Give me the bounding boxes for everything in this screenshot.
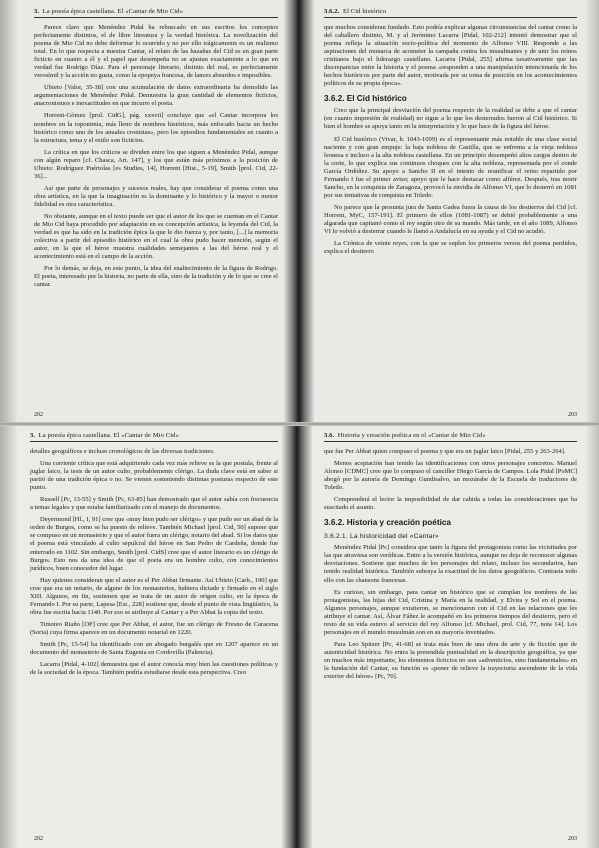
body-paragraph: Lacarra [Pidal, 4-102] demuestra que el autor conocía muy bien las cuestiones políticas y de la sociedad de la época. También podría estudiarse desde esta perspectiva. Creo	[30, 661, 278, 677]
book-gutter	[284, 0, 314, 424]
body-paragraph: Hay quienes consideran que el autor es el Per Abbat firmante. Así Ubieto [Carb., 190] que cree que era un notario, de alguno de los monasterios, hubiera dictado y firmado en el siglo XIII. Algunos, en fin, sostienen que se trata de un autor de origen culto, en la época de Fernando I. Por su parte, Lapesa [Est., 228] sostiene que, desde el punto de vista lingüístico, la obra fue escrita hacia 1140. Por eso se atribuye al Cantar y a Per Abbat la copia del texto.	[30, 576, 278, 616]
scan-seam	[0, 422, 599, 426]
body-paragraph: Comprenderá el lector la imposibilidad de dar cabida a todas las consideraciones que ha suscitado el asunto.	[324, 496, 577, 512]
body-paragraph: Horrent-Gómez [prol. CidG], pág. xxxvii] concluye que «el Cantar incorpora los nombres en la toponimia, más lleno de nombres históricos, más enfocado hacia un hecho histórico como uno de los anuales cronistas», pero los episodios fundamentales en cuanto a la estructura, tema y el estilo son ficticios.	[34, 112, 278, 144]
body-paragraph: detalles geográficos e incluso cronológicos de las diversas tradiciones.	[30, 448, 215, 455]
bottom-spread	[0, 424, 599, 848]
body-paragraph: Smith [Pc, 15-54] ha identificado con un abogado burgalés que en 1207 aparece en un documento del monasterio de Santa Eugenia en Cordovilla (Palencia).	[30, 640, 278, 657]
top-left-page	[0, 0, 288, 424]
body-paragraph: Russell [Pc, 13-55] y Smith [Pc, 63-85] han demostrado que el autor sabía con frecuencia a temas legales y que estaba familiarizado con el manejo de documentos.	[30, 496, 278, 512]
header-number: 3.	[34, 8, 40, 15]
body-paragraph: La crítica en que los críticos se dividen entre los que siguen a Menéndez Pidal, aunque con algún reparo [cf. Chasca, Art. 147], y los que están más próximos a la posición de Ubieto: Rodríguez Puértolas [es Studies, 14], Horrent [Hist., 5-19], Smith [prol. Cid, 22-36]...	[34, 148, 278, 180]
header-number: 3.	[30, 432, 36, 439]
page-number: 202	[34, 412, 43, 418]
page-edge-shadow	[585, 0, 599, 424]
bottom-left-page	[0, 424, 288, 848]
section-heading: 3.6.2. El Cid histórico	[324, 94, 407, 104]
header-title: El Cid histórico	[342, 8, 387, 15]
page-number: 203	[568, 412, 577, 418]
running-head	[30, 432, 278, 442]
book-gutter	[282, 424, 312, 848]
body-paragraph: Timoteo Riaño [OP] cree que Per Abbat, el autor, fue un clérigo de Fresno de Caracena (Soria) cuya firma aparece en un documento notarial en 1220.	[30, 620, 278, 636]
header-number: 3.6.2.	[324, 8, 340, 15]
page-number: 202	[34, 836, 43, 842]
body-paragraph: La Crónica de veinte reyes, con la que se suplen los primeros versos del poema perdidos, explica el destierro	[324, 240, 577, 256]
body-paragraph: Así que parte de personajes y sucesos reales, hay que considerar el poema como una obra artística, en la que la imaginación es la dominante y lo histórico y la mayor o menor fidelidad es otra característica.	[34, 184, 278, 208]
top-right-page	[310, 0, 599, 424]
running-head	[324, 432, 577, 442]
body-paragraph: Una corriente crítica que está adquiriendo cada vez más relieve es la que postula, frente al juglar laico, la tesis de un autor culto, probablemente clérigo. La duda clave está en saber si partió de una tradición épica o no. Se vienen sosteniendo distintas posturas respecto de este punto.	[30, 460, 278, 492]
body-paragraph: Parece claro que Menéndez Pidal ha rebuscado en sus escritos los conceptos perfectamente distintos, el de libre literatura y la verdad histórica. La novelización del poema de Mio Cid no debe deformar lo ocurrido y no por ello trágicamente es un realismo total. En lo que respecta a nuestra Cantar, el relato de las hazañas del Cid es en gran parte ficticio en cuanto a él y el papel que desempeña no se ajustan exactamente a lo que en verdad fue Rodrigo Díaz. Para el personaje literario, distinto del real, es perfectamente verosímil y la acción no gusta, como la epopeya francesa, de lances absurdos e imposibles.	[34, 24, 278, 80]
header-title: Historia y creación poética en el «Cantar de Mio Cid»	[337, 432, 486, 439]
body-paragraph: que muchos consideran fundado. Esto podría explicar algunas circunstancias del cantar como la del caballero distinto, M. y al Jerónimo Lacarra [Pidal, 102-212] intentó demostrar que el poema refleja la situación socio-política del momento de Alfonso VIII. Responde a las aspiraciones del monarca de acometer la campaña contra los musulmanes y de unir los reinos cristianos bajo el liderazgo castellano. Lacarra [Pidal, 255] afirma taxativamente que las discrepancias entre la historia y el poema «responden a una manipulación intencionada de los hechos históricos por parte del autor, motivada por su toma de posición en los acontecimientos políticos de su propia época».	[324, 24, 577, 88]
subsection-heading: 3.6.2.1. La historicidad del «Cantar»	[324, 533, 439, 541]
body-paragraph: Deyermond [Hl., I, 91] cree que «muy bien pudo ser clérigo» y que pudo ser un abad de la orden de Burgos, como se ha puesto de relieve. También Michael [prol. Cid, 50] supone que se compuso en un monasterio y que el autor fuera un clérigo, notario del abad. Si los datos que el poema está vinculado al culto sepulcral del héroe en San Pedro de Cardeña, donde fue enterrado en 1102. Sin embargo, Smith [prol. CidS] cree que el autor literario es un clérigo de Burgos. Esto nos da una idea de que el poeta era un hombre culto, con conocimientos jurídicos, buen conocedor del lugar.	[30, 516, 278, 572]
body-paragraph: Menéndez Pidal [Pc] considera que tanto la figura del protagonista como las vicisitudes por las que atraviesa son verídicas. Entre a la versión histórica, aunque no deja de reconocer algunas desviaciones. Sostiene que muchos de los personajes del relato, incluso los secundarios, han tenido realidad histórica. También subraya la exactitud de los datos geográficos. Contrasta todo ello con las chansons francesas.	[324, 544, 577, 584]
running-head	[324, 8, 577, 18]
header-title: La poesía épica castellana. El «Cantar de Mio Cid»	[38, 432, 179, 439]
header-number: 3.6.	[324, 432, 335, 439]
body-paragraph: Menos aceptación han tenido las identificaciones con otros personajes concretos. Manuel Alonso [CDMC] cree que lo compuso el canciller Diego García de Campos. Lola Pidal [PoMC] abogó por la autoría de Domingo Gundisalvo, un mozárabe de la Escuela de traductores de Toledo.	[324, 460, 577, 492]
running-head	[34, 8, 278, 18]
body-paragraph: Ubieto [Valor, 35-38] con una acumulación de datos extraordinaria ha demolido las argumentaciones de Menéndez Pidal. Demuestra la gran cantidad de elementos ficticios, anacronismos e inexactitudes en que incurre el poeta.	[34, 84, 278, 108]
body-paragraph: Para Leo Spitzer [Pc, 41-68] se trata más bien de una obra de arte y de ficción que de autenticidad histórica. No entra la pretendida puntualidad en la descripción geográfica, ya que en muchos más importante, los elementos ficticios no son «adventicios, sino fundamentales» en la fundación del Cantar, su función es «poner de relieve la trayectoria ascendente de la vida exterior del héroe» [Pc, 70].	[324, 640, 577, 681]
body-paragraph: No parece que la presunta jura de Santa Gadea fuera la causa de los destierros del Cid [cf. Horrent, MyC, 157-191]. El primero de ellos (1081-1087) se debió probablemente a una algarada que capitanó como el rey según otro de su mando. Más tarde, en el año 1089, Alfonso VI lo volvió a desterrar cuando le llamó a Andalucía en su ayuda y el Cid no acudió.	[324, 203, 577, 236]
page-edge-shadow	[0, 0, 18, 424]
body-paragraph: Creo que la principal desviación del poema respecto de la realidad se debe a que el cantar (en cuanto impresión de realidad) no sigue a lo que los desterrados fueron al Cid histórico. Si bien el hombre se apoya tanto en la interpretación y lo que hace de la figura del héroe.	[324, 107, 577, 131]
header-title: La poesía épica castellana. El «Cantar de Mio Cid»	[42, 8, 183, 15]
section-heading: 3.6.2. Historia y creación poética	[324, 518, 451, 528]
body-paragraph: Es curioso, sin embargo, para cantar un histórico que se cumplan los nombres de las protagonistas, las hijas del Cid, Cristina y María en la realidad, y Elvira y Sol en el poema. Algunos personajes, aunque existieron, se mencionaron con el Cid en las relaciones que les atribuye el cantar. Así, Álvar Fáñez le acompañó en los primeros tiempos del destierro, pero el resto de su vida estuvo al servicio del rey Alfonso [cf. Michael, prol. Cid, 77, nota 14]. Los personajes en el mundo musulmán son en su mayoría inventados.	[324, 588, 577, 636]
page-edge-shadow	[585, 424, 599, 848]
page-edge-shadow	[0, 424, 18, 848]
page-number: 203	[568, 836, 577, 842]
bottom-right-page	[310, 424, 599, 848]
body-paragraph: que fue Per Abbat quien compuso el poema y que era un juglar laico [Pidal, 255 y 263-264].	[324, 448, 566, 455]
body-paragraph: El Cid histórico (Vivar, h. 1043-1099) es el representante más notable de una clase social naciente y con gran empuje: la baja nobleza de Castilla, que se enfrenta a la vieja nobleza leonesa e incluso a la alta nobleza castellana. En un principio desempeñó altos cargos dentro de la corte, lo que explica sus continuos choques con la alta nobleza, representada por el conde García Ordóñez. Su apoyo a Sancho II en el intento de reunificar el reino repartido por Fernando I fue el primer aviso; apoyo que le hace destacar como alférez. Después, tras morir Sancho, en la conquista de Zaragoza, provocó la envidia de Alfonso VI, que lo desterró en 1081 por sus tentativas de conquista en Toledo.	[324, 135, 577, 199]
body-paragraph: Por lo demás, se deja, en este punto, la idea del enaltecimiento de la figura de Rodrigo. El poeta, interesado por la historia, no parte de ella, sino de la tradición y de lo que se cree el cantar.	[34, 265, 278, 289]
body-paragraph: No obstante, aunque en el texto puede ser que el autor de los que se cuentan en el Cantar de Mio Cid haya procedido por adaptación en su concepción artística, la leyenda del Cid, la verdad es que ha sido en la tradición épica la que le dio fuerza y, por tanto, [...] la memoria colectiva a partir del episodio histórico en el cual la obra pudo hacer mención, según el autor, en la que el héroe muestra cualidades semejantes a las del héroe real y el acontecimiento está en el campo de la acción.	[34, 212, 278, 261]
